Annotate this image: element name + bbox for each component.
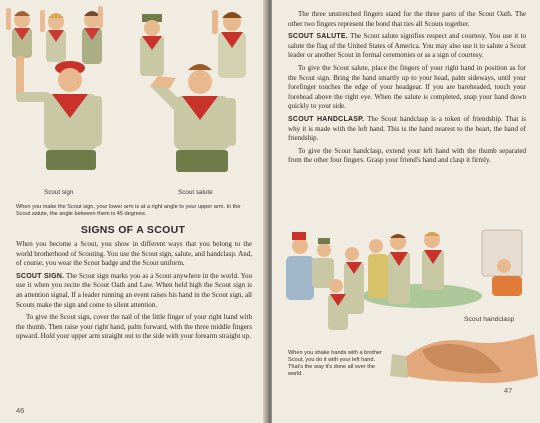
scout-sign-text: The Scout sign marks you as a Scout anywhere in the world. You use it when you recite the Scout Oath and Law. When held high the Scout sign is an attention signal. If a leader running an event raises his hand in the Scout sign, all Scouts make the sign and come to silent attention. — [16, 271, 252, 309]
page-number-right: 47 — [504, 386, 513, 395]
page-number-left: 46 — [16, 406, 25, 415]
illustration-caption: When you make the Scout sign, your lower arm is at a right angle to your upper arm. In the Scout salute, the angle between them is 45 degrees. — [16, 204, 241, 217]
left-body-text — [16, 240, 252, 345]
intro-paragraph: When you become a Scout, you show in different ways that you belong to the world brotherhood of Scouting. You use the Scout sign, salute, and handclasp. And, of course, you wear the Scout badge and the Scout uniform. — [16, 240, 252, 268]
scout-salute-how-paragraph: To give the Scout salute, place the fingers of your right hand in position as for the Scout sign. Bring the hand smartly up to your head, palm sideways, until your forefinger touches the edge of your headgear. If you are bareheaded, touch your forehead above the right eye. When the salute is completed, snap your hand down quickly to your side. — [288, 63, 526, 111]
scout-salute-figure — [150, 64, 236, 172]
scout-sign-how-paragraph: To give the Scout sign, cover the nail of the little finger of your right hand with the thumb. Then raise your right hand, palm forward, with the three middle fingers upward. Hold your upper arm straight out to the side with your forearm straight up. — [16, 313, 252, 341]
caption-scout-sign: Scout sign — [44, 189, 74, 196]
handshake-caption: When you shake hands with a brother Scout, you do it with your left hand. That's the way it's done all over the world. — [288, 350, 382, 377]
section-heading: SIGNS OF A SCOUT — [80, 224, 186, 236]
scout-salute-run-in-head: SCOUT SALUTE. — [288, 33, 348, 41]
scout-handclasp-paragraph — [288, 115, 526, 144]
scout-sign-run-in-head: SCOUT SIGN. — [16, 272, 65, 280]
left-page — [0, 0, 266, 423]
fingers-paragraph: The three unstretched fingers stand for the three parts of the Scout Oath. The other two fingers represent the bond that ties all Scouts together. — [288, 10, 526, 28]
scout-sign-salute-illustration — [0, 0, 266, 200]
caption-handclasp: Scout handclasp — [464, 316, 515, 323]
right-page — [272, 0, 540, 423]
handclasp-scene — [286, 230, 522, 330]
scout-handclasp-run-in-head: SCOUT HANDCLASP. — [288, 115, 365, 123]
scout-sign-figure — [16, 56, 102, 170]
caption-scout-salute: Scout salute — [178, 189, 213, 196]
scout-salute-paragraph — [288, 32, 526, 61]
scout-group-figures — [6, 6, 103, 64]
right-body-text — [288, 10, 526, 169]
scout-handclasp-how-paragraph: To give the Scout handclasp, extend your left hand with the thumb separated from the other four fingers. Grasp your friend's hand and clasp it firmly. — [288, 146, 526, 165]
scout-handclasp-text: The Scout handclasp is a token of friendship. That is why it is made with the left hand. This is the hand nearest to the heart, the hand of friendship. — [288, 114, 526, 143]
handshake-closeup — [390, 334, 538, 383]
scout-sign-paragraph — [16, 272, 252, 310]
scout-salute-text: The Scout salute signifies respect and courtesy. You use it to salute the flag of the United States of America. You may also use it to salute a Scout leader or another Scout in formal ceremonies or as a sign of courtesy. — [288, 32, 526, 60]
